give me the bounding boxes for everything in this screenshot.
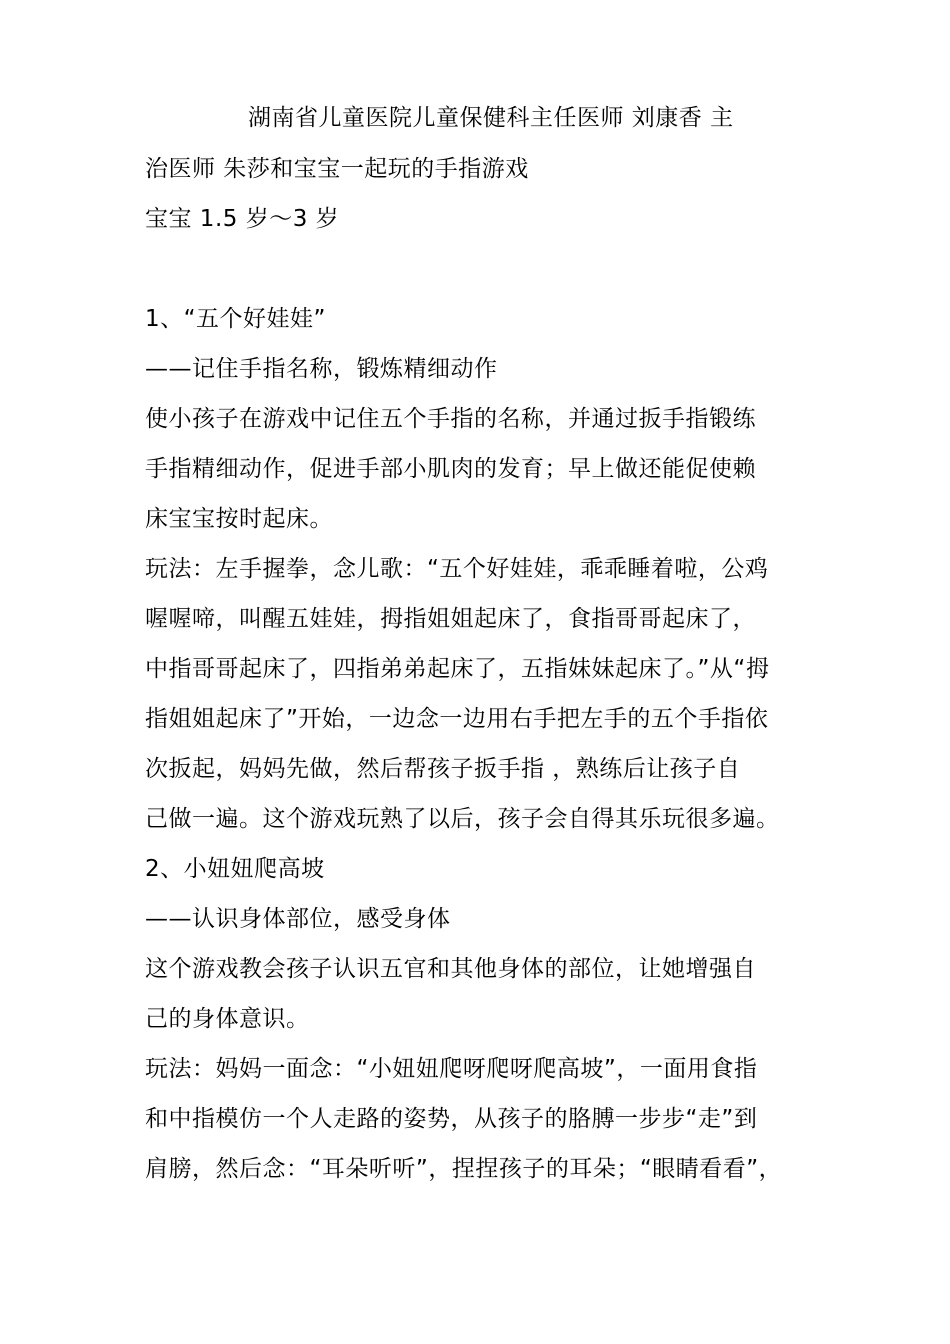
body-text-line: 中指哥哥起床了，四指弟弟起床了，五指妹妹起床了。”从“拇 — [145, 656, 770, 682]
body-text-line: 喔喔啼，叫醒五娃娃，拇指姐姐起床了，食指哥哥起床了， — [145, 606, 756, 632]
body-text-line: 这个游戏教会孩子认识五官和其他身体的部位，让她增强自 — [145, 956, 756, 982]
age-range-line: 宝宝 1.5 岁～3 岁 — [145, 206, 340, 232]
body-text-line: 使小孩子在游戏中记住五个手指的名称，并通过扳手指锻练 — [145, 406, 756, 432]
body-text-line: 次扳起，妈妈先做，然后帮孩子扳手指 ，熟练后让孩子自 — [145, 756, 741, 782]
body-text-line: 床宝宝按时起床。 — [145, 506, 333, 532]
body-text-line: 己做一遍。这个游戏玩熟了以后，孩子会自得其乐玩很多遍。 — [145, 806, 780, 832]
document-title-line-1: 湖南省儿童医院儿童保健科主任医师 刘康香 主 — [248, 105, 734, 131]
body-text-line: 玩法：左手握拳，念儿歌：“五个好娃娃，乖乖睡着啦，公鸡 — [145, 556, 769, 582]
body-text-line: 手指精细动作，促进手部小肌肉的发育；早上做还能促使赖 — [145, 456, 756, 482]
section-2-heading: 2、小妞妞爬高坡 — [145, 856, 325, 882]
section-1-subtitle: ——记住手指名称，锻炼精细动作 — [145, 356, 498, 382]
body-text-line: 玩法：妈妈一面念：“小妞妞爬呀爬呀爬高坡”，一面用食指 — [145, 1056, 758, 1082]
section-1-heading: 1、“五个好娃娃” — [145, 306, 326, 332]
section-2-subtitle: ——认识身体部位，感受身体 — [145, 906, 451, 932]
document-title-line-2: 治医师 朱莎和宝宝一起玩的手指游戏 — [145, 156, 529, 182]
body-text-line: 己的身体意识。 — [145, 1006, 310, 1032]
body-text-line: 指姐姐起床了”开始，一边念一边用右手把左手的五个手指依 — [145, 706, 769, 732]
body-text-line: 肩膀，然后念：“耳朵听听”，捏捏孩子的耳朵；“眼睛看看”， — [145, 1156, 783, 1182]
body-text-line: 和中指模仿一个人走路的姿势，从孩子的胳膊一步步“走”到 — [145, 1106, 758, 1132]
